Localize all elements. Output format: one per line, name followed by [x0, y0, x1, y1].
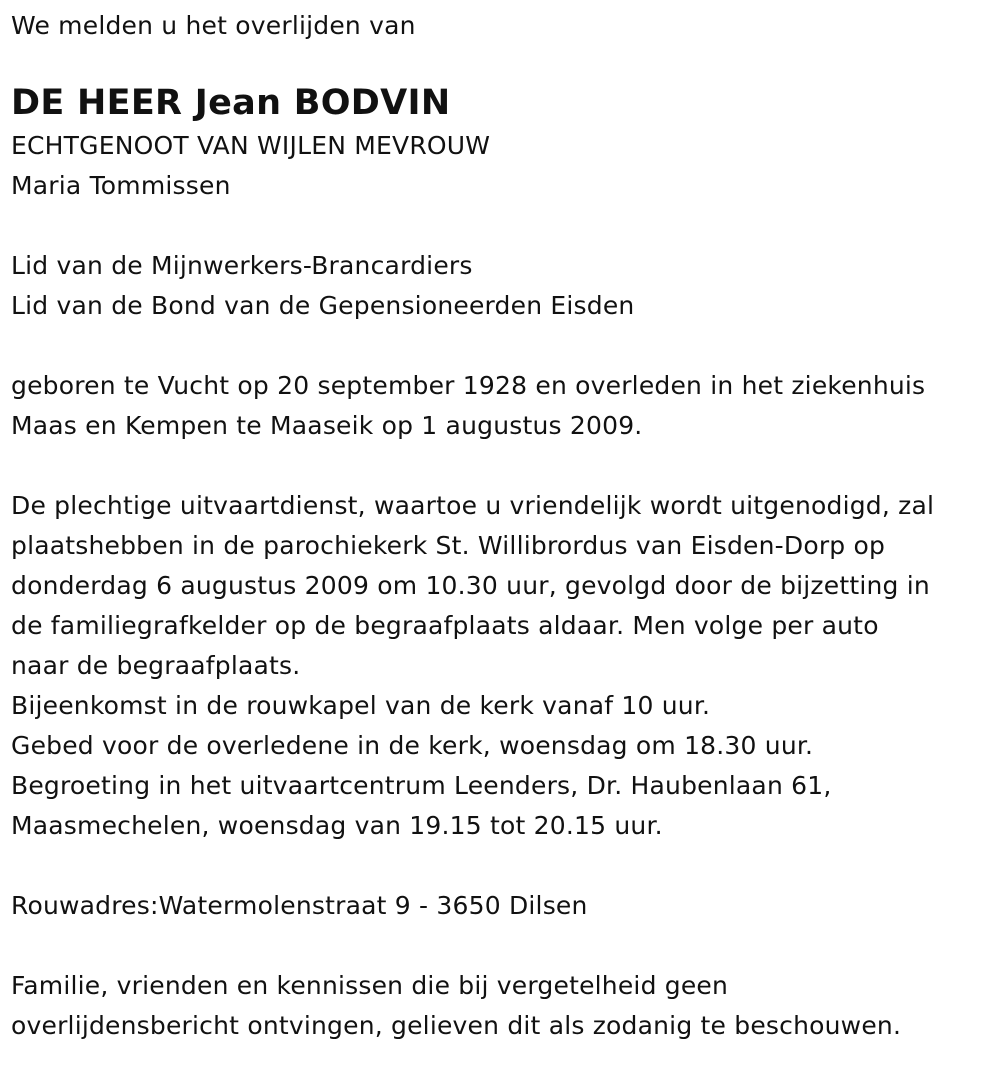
prayer-line: Gebed voor de overledene in de kerk, woensdag om 18.30 uur. — [11, 731, 814, 760]
closing-line: overlijdensbericht ontvingen, gelieven dit als zodanig te beschouwen. — [11, 1011, 902, 1040]
obituary-notice — [11, 6, 991, 1046]
birth-death-line: Maas en Kempen te Maaseik op 1 augustus 2009. — [11, 411, 643, 440]
birth-death-line: geboren te Vucht op 20 september 1928 en overleden in het ziekenhuis — [11, 371, 926, 400]
membership-line: Lid van de Mijnwerkers-Brancardiers — [11, 251, 473, 280]
membership-line: Lid van de Bond van de Gepensioneerden Eisden — [11, 291, 635, 320]
spacer — [11, 446, 991, 486]
closing-line: Familie, vrienden en kennissen die bij vergetelheid geen — [11, 971, 729, 1000]
spouse-name: Maria Tommissen — [11, 171, 231, 200]
gathering-line: Bijeenkomst in de rouwkapel van de kerk vanaf 10 uur. — [11, 691, 711, 720]
spacer — [11, 846, 991, 886]
relation-text: ECHTGENOOT VAN WIJLEN MEVROUW — [11, 131, 491, 160]
service-line: donderdag 6 augustus 2009 om 10.30 uur, gevolgd door de bijzetting in — [11, 571, 930, 600]
service-line: de familiegrafkelder op de begraafplaats aldaar. Men volge per auto — [11, 611, 879, 640]
spacer — [11, 326, 991, 366]
spacer — [11, 926, 991, 966]
service-line: De plechtige uitvaartdienst, waartoe u vriendelijk wordt uitgenodigd, zal — [11, 491, 935, 520]
condolence-line: Begroeting in het uitvaartcentrum Leenders, Dr. Haubenlaan 61, — [11, 771, 832, 800]
mourning-address: Rouwadres:Watermolenstraat 9 - 3650 Dilsen — [11, 891, 588, 920]
service-line: naar de begraafplaats. — [11, 651, 301, 680]
spacer — [11, 206, 991, 246]
intro-text: We melden u het overlijden van — [11, 11, 416, 40]
condolence-line: Maasmechelen, woensdag van 19.15 tot 20.15 uur. — [11, 811, 663, 840]
service-line: plaatshebben in de parochiekerk St. Willibrordus van Eisden-Dorp op — [11, 531, 886, 560]
deceased-name: DE HEER Jean BODVIN — [11, 83, 451, 123]
